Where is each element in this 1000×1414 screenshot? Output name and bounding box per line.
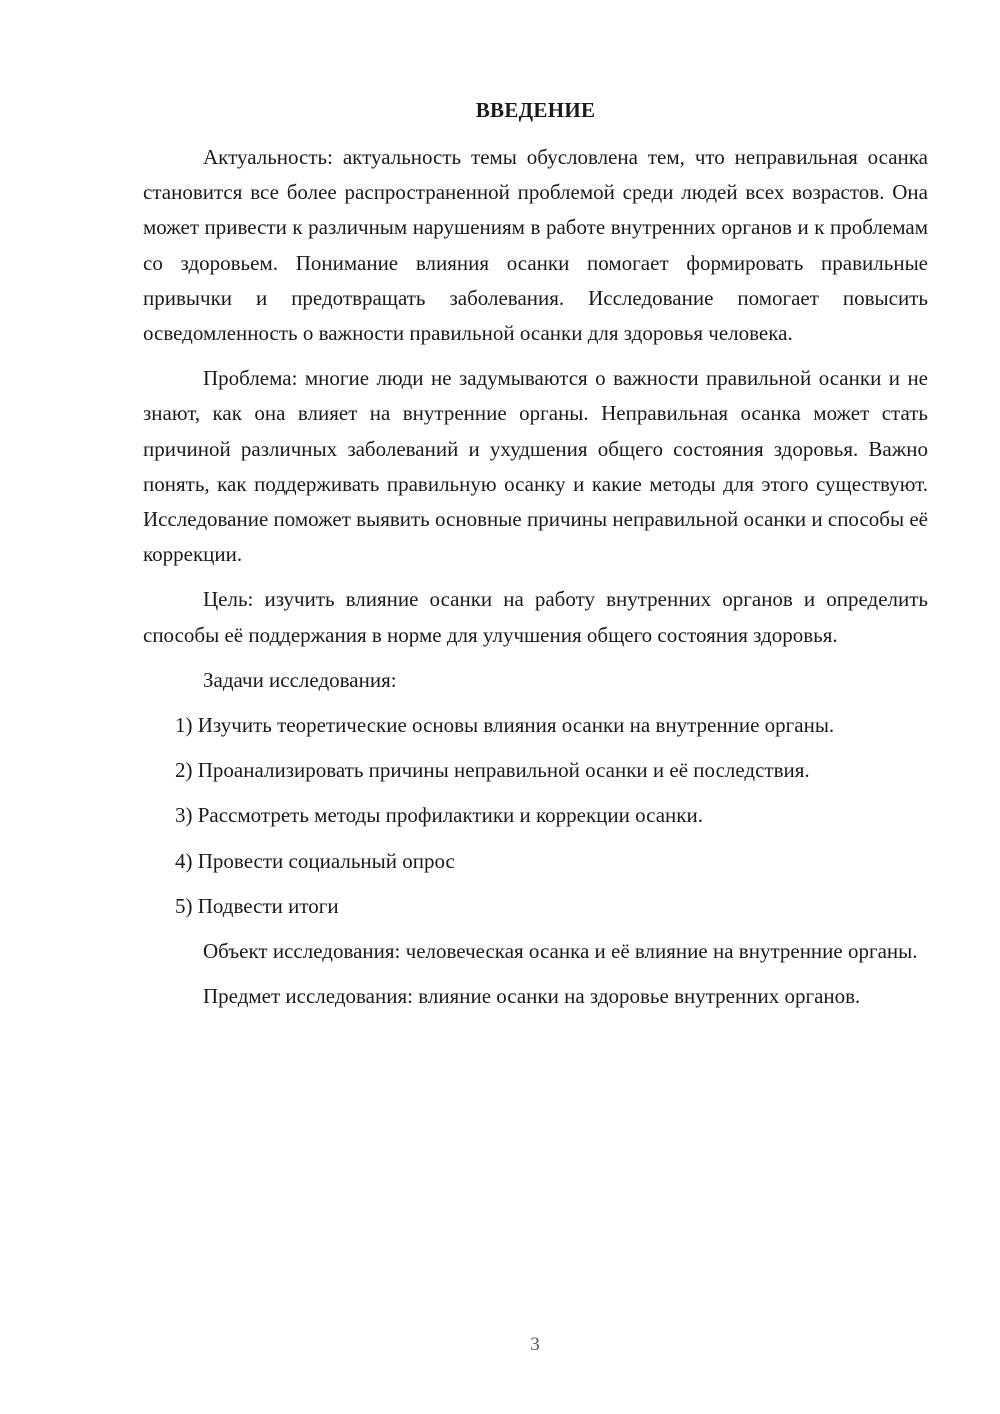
page-content: [143, 93, 928, 1024]
task-item: 1) Изучить теоретические основы влияния осанки на внутренние органы.: [175, 713, 835, 738]
subject-paragraph: Предмет исследования: влияние осанки на здоровье внутренних органов.: [203, 984, 861, 1009]
tasks-heading: Задачи исследования:: [203, 667, 397, 692]
problem-paragraph: Проблема: многие люди не задумываются о важности правильной осанки и не знают, как она влияет на внутренние органы. Неправильная осанка может стать причиной различных заболеваний и ухудшения общего состояния здоровья. Важно понять, как поддерживать правильную осанку и какие методы для этого существуют. Исследование поможет выявить основные причины неправильной осанки и способы её коррекции.: [143, 366, 928, 567]
task-item: 4) Провести социальный опрос: [175, 848, 455, 873]
section-title: ВВЕДЕНИЕ: [475, 98, 596, 122]
task-item: 3) Рассмотреть методы профилактики и коррекции осанки.: [175, 803, 703, 828]
goal-paragraph: Цель: изучить влияние осанки на работу внутренних органов и определить способы её поддержания в норме для улучшения общего состояния здоровья.: [143, 587, 928, 647]
relevance-paragraph: Актуальность: актуальность темы обусловлена тем, что неправильная осанка становится все более распространенной проблемой среди людей всех возрастов. Она может привести к различным нарушениям в работе внутренних органов и к проблемам со здоровьем. Понимание влияния осанки помогает формировать правильные привычки и предотвращать заболевания. Исследование помогает повысить осведомленность о важности правильной осанки для здоровья человека.: [143, 145, 928, 346]
task-item: 2) Проанализировать причины неправильной осанки и её последствия.: [175, 758, 810, 783]
page-number: 3: [530, 1334, 540, 1355]
object-paragraph: Объект исследования: человеческая осанка и её влияние на внутренние органы.: [203, 939, 918, 964]
task-item: 5) Подвести итоги: [175, 893, 339, 918]
